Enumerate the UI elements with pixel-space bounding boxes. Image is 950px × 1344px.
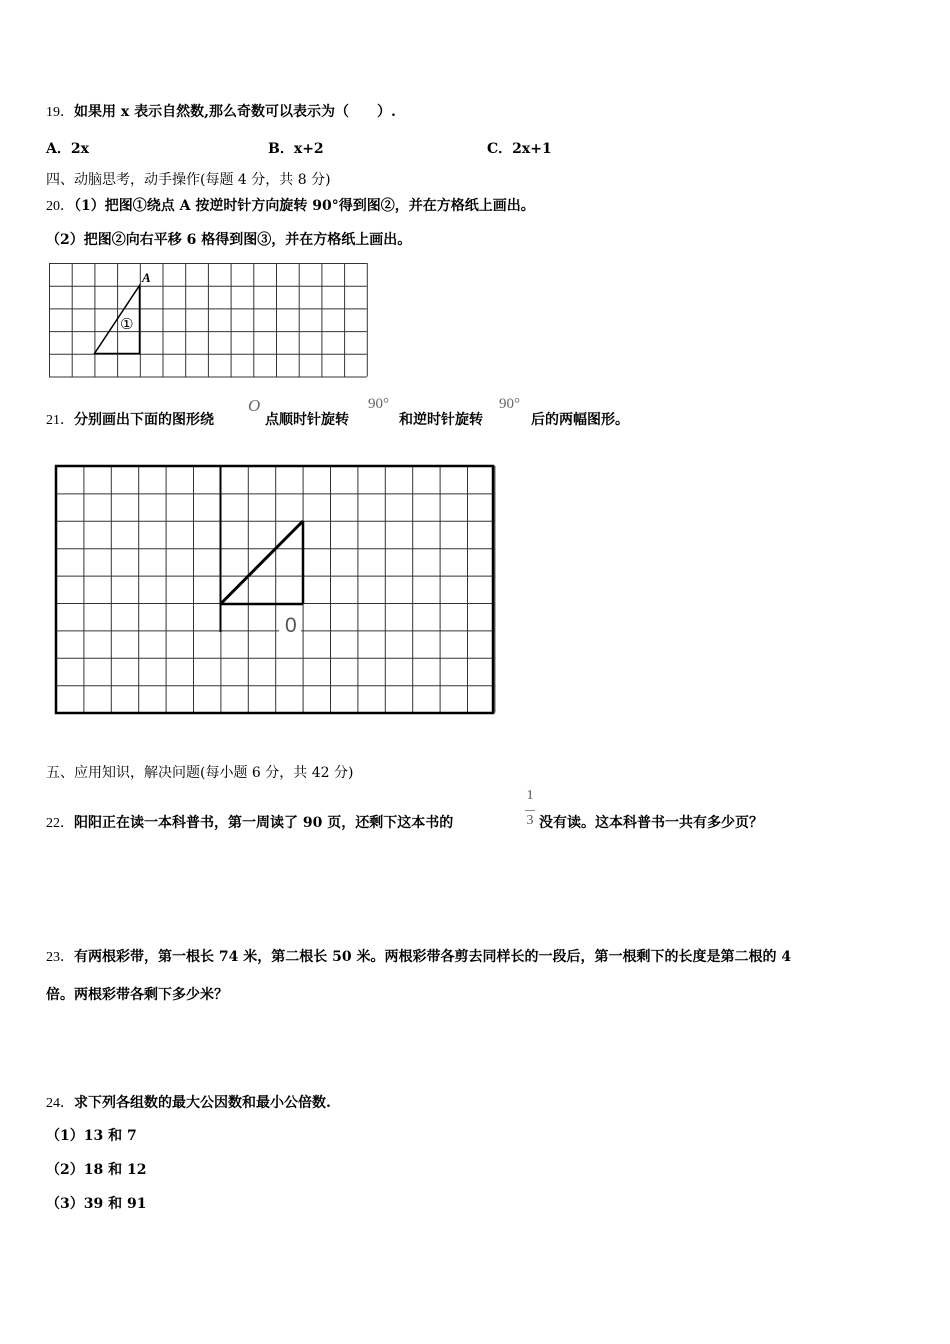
q19-text: 如果用 x 表示自然数,那么奇数可以表示为（ ）. [74, 104, 396, 120]
q21-text-d: 后的两幅图形。 [531, 412, 629, 428]
q20-grid[interactable] [44, 258, 374, 383]
q21-grid[interactable] [50, 460, 500, 720]
q19-option-c[interactable]: C．2x+1 [487, 141, 552, 157]
q21-question: 21．分别画出下面的图形绕 [46, 412, 214, 428]
q19-number: 19． [46, 105, 74, 120]
q24-item-2: （2）18 和 12 [46, 1162, 147, 1178]
q20-number: 20． [46, 199, 74, 214]
q21-grid-border [56, 466, 493, 713]
q20-shape-label: ① [120, 315, 134, 333]
q23-line-2: 倍。两根彩带各剩下多少米？ [46, 987, 228, 1003]
q22-fraction-denominator: 3 [526, 813, 534, 828]
q24-number: 24． [46, 1096, 74, 1111]
q19-question [46, 103, 396, 122]
q20-point-a-label: A [142, 270, 151, 285]
q24-item-3: （3）39 和 91 [46, 1196, 147, 1212]
section-4-title: 四、动脑思考，动手操作(每题 4 分，共 8 分) [46, 172, 331, 188]
q22-fraction-bar [525, 810, 535, 811]
q23-number: 23． [46, 950, 74, 965]
section-5-title: 五、应用知识，解决问题(每小题 6 分，共 42 分) [46, 765, 354, 781]
q19-option-b[interactable]: B．x+2 [268, 141, 324, 157]
q21-text-b: 点顺时针旋转 [265, 412, 349, 428]
q21-degree-1: 90° [368, 396, 389, 412]
q22-question: 22．阳阳正在读一本科普书，第一周读了 90 页，还剩下这本书的 [46, 815, 454, 831]
q21-o-symbol: O [248, 396, 261, 415]
q23-line-1: 23．有两根彩带，第一根长 74 米，第二根长 50 米。两根彩带各剪去同样长的一段后，第一根剩下的长度是第二根的 4 [46, 949, 792, 965]
q22-text-b: 没有读。这本科普书一共有多少页？ [539, 815, 763, 831]
q21-triangle-hypotenuse [221, 521, 304, 604]
q21-number: 21． [46, 413, 74, 428]
q22-number: 22． [46, 816, 74, 831]
q21-text-c: 和逆时针旋转 [399, 412, 483, 428]
q21-center-label: 0 [285, 614, 297, 637]
q21-degree-2: 90° [499, 396, 520, 412]
q22-fraction-numerator: 1 [526, 788, 534, 803]
q20-part2: （2）把图②向右平移 6 格得到图③，并在方格纸上画出。 [46, 232, 412, 248]
q20-part1: 20．（1）把图①绕点 A 按逆时针方向旋转 90°得到图②，并在方格纸上画出。 [46, 198, 535, 214]
q19-option-a[interactable]: A．2x [46, 141, 89, 157]
q24-question: 24．求下列各组数的最大公因数和最小公倍数. [46, 1095, 331, 1111]
q24-item-1: （1）13 和 7 [46, 1128, 137, 1144]
